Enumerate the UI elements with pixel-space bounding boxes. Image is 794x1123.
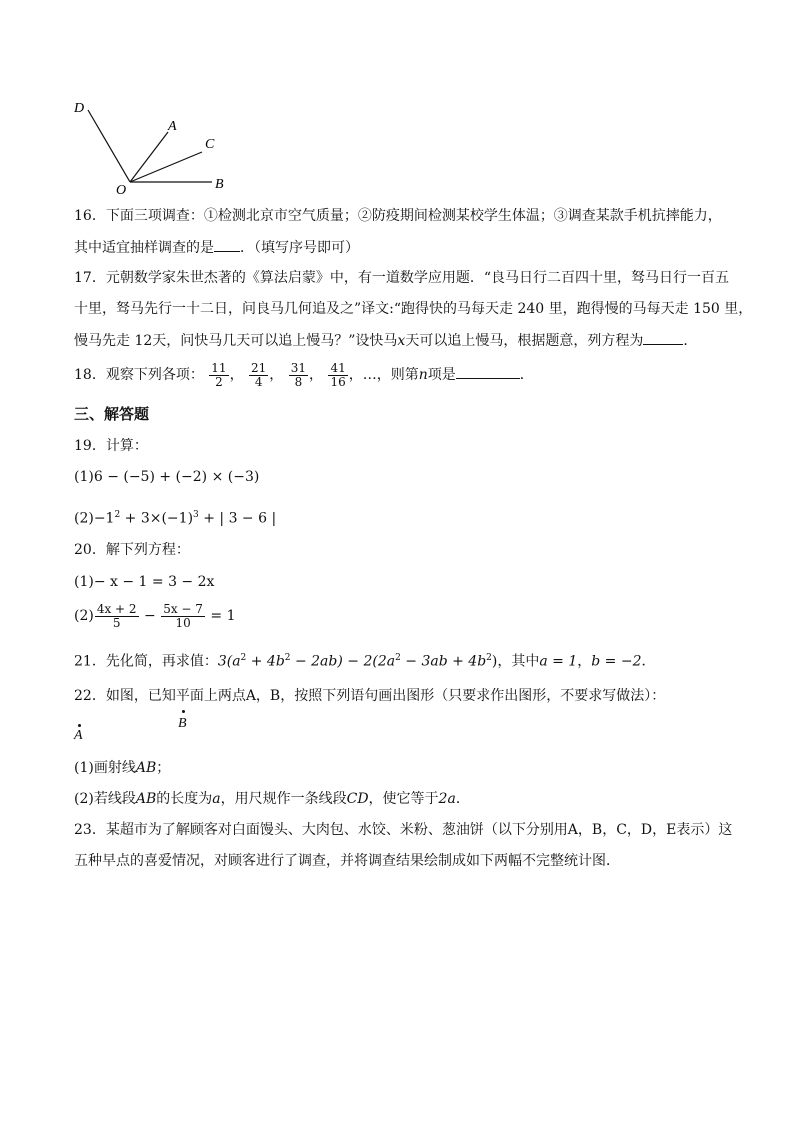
q21-prefix: 21．先化简，再求值： [74, 653, 218, 670]
q21-sup2: 2 [284, 653, 291, 663]
q18-frac-2 [249, 362, 268, 389]
q21-sup1: 2 [240, 653, 247, 663]
q22-p2-a: (2)若线段 [74, 791, 136, 807]
frac-den: 8 [294, 374, 303, 389]
frac-den: 2 [215, 374, 223, 389]
label-o: O [116, 183, 127, 196]
label-a: A [168, 119, 177, 134]
label-b: B [215, 177, 224, 192]
q22-p2-v4: 2a [438, 791, 456, 807]
q22-p1-b: ； [156, 760, 171, 776]
q22-p2-e: ． [455, 791, 470, 807]
q21-expr-d: − 3ab + 4b [400, 653, 487, 670]
frac-den: 5 [112, 615, 121, 630]
frac-den: 10 [175, 615, 191, 630]
q17-line3 [74, 330, 697, 351]
q22-p2-d: ，使它等于 [368, 791, 439, 807]
q20-p2-label: (2) [74, 608, 94, 624]
q21-cond-a: a = 1 [539, 653, 578, 670]
q18-var-n: n [418, 367, 428, 383]
q21-expr-b: + 4b [246, 653, 285, 670]
frac-num: 21 [251, 360, 267, 375]
q21-sup4: 2 [486, 653, 492, 663]
q17-answer-blank [643, 330, 683, 345]
q20-title: 20．解下列方程： [74, 542, 190, 558]
q18-end: ． [519, 367, 534, 383]
q22-p2-v3: CD [346, 791, 369, 807]
q17-text-b: 天可以追上慢马，根据题意，列方程为 [405, 333, 644, 349]
q19-p2-c: + | 3 − 6 | [198, 510, 277, 527]
q20-part2 [74, 600, 236, 632]
point-b-label: B [178, 716, 187, 731]
q22-part1 [74, 758, 170, 778]
q21-expr-c: − 2ab) − 2(2a [290, 653, 396, 670]
frac-num: 4x + 2 [96, 601, 137, 616]
q20-eq: = 1 [210, 608, 236, 624]
q18-prefix: 18．观察下列各项： [74, 367, 204, 383]
q16-text-b: ．（填写序号即可） [240, 240, 359, 256]
q19-part1: (1)6 − (−5) + (−2) × (−3) [74, 469, 260, 485]
point-b-dot [182, 710, 185, 713]
q18-sep: ， [309, 367, 324, 383]
q20-frac-1 [95, 603, 139, 630]
frac-num: 11 [211, 360, 227, 375]
q22-line1: 22．如图，已知平面上两点A，B，按照下列语句画出图形（只要求作出图形，不要求写做法）： [74, 688, 666, 704]
q20-part1: (1)− x − 1 = 3 − 2x [74, 574, 215, 590]
q17-text-a: 慢马先走 12天，问快马几天可以追上慢马？”设快马 [74, 333, 398, 349]
q22-p2-v2: a [212, 791, 221, 807]
q19-title: 19．计算： [74, 438, 148, 454]
q22-p1-a: (1)画射线 [74, 760, 136, 776]
q19-p2-sup2: 3 [193, 510, 199, 520]
q18-ellipsis: ，…，则第 [348, 367, 419, 383]
q23-line1: 23．某超市为了解顾客对白面馒头、大肉包、水饺、米粉、葱油饼（以下分别用A，B，C，D，E表示）这 [74, 822, 733, 838]
label-d: D [74, 101, 85, 116]
frac-den: 16 [330, 374, 346, 389]
q16-answer-blank [214, 237, 240, 252]
ray-od [88, 110, 130, 182]
q19-part2 [74, 505, 276, 529]
label-c: C [205, 137, 215, 152]
point-a-dot [78, 724, 81, 727]
q20-frac-2 [161, 603, 205, 630]
q19-p2-sup1: 2 [114, 510, 121, 520]
q22-p1-var: AB [135, 760, 157, 776]
q17-line1: 17．元朝数学家朱世杰著的《算法启蒙》中，有一道数学应用题．“良马日行二百四十里，驽马日行一百五 [74, 270, 729, 286]
frac-den: 4 [254, 374, 263, 389]
q22-p2-c: ，用尺规作一条线段 [220, 791, 347, 807]
q16-text-a: 其中适宜抽样调查的是 [74, 240, 214, 256]
q21-cond-b: b = −2 [591, 653, 642, 670]
q17-end: ． [683, 333, 698, 349]
q17-var-x: x [397, 333, 406, 349]
q18-suffix: 项是 [427, 367, 456, 383]
q16-line1: 16．下面三项调查：①检测北京市空气质量；②防疫期间检测某校学生体温；③调查某款手机抗摔能力， [74, 208, 722, 224]
q22-part2 [74, 789, 470, 809]
frac-num: 5x − 7 [163, 601, 203, 616]
q21-expr-e: )，其中 [491, 653, 540, 670]
q22-p2-v1: AB [135, 791, 157, 807]
q21-line [74, 648, 656, 672]
q18-sep: ， [229, 367, 244, 383]
q21-sup3: 2 [395, 653, 401, 663]
frac-num: 41 [330, 360, 346, 375]
frac-num: 31 [290, 360, 307, 375]
q16-line2 [74, 237, 359, 258]
q21-cond-sep: ， [577, 653, 592, 670]
angle-figure [70, 96, 240, 196]
q23-line2: 五种早点的喜爱情况，对顾客进行了调查，并将调查结果绘制成如下两幅不完整统计图． [74, 853, 620, 869]
q17-line2: 十里，驽马先行一十二日，问良马几何追及之”译文:“跑得快的马每天走 240 里，跑得慢的马每天走 150 里， [74, 301, 753, 317]
q21-expr-a: 3(a [217, 653, 241, 670]
q18-sep: ， [269, 367, 284, 383]
q19-p2-a: (2)−1 [74, 510, 115, 527]
q18-frac-4 [328, 362, 347, 389]
q18-frac-1 [209, 362, 228, 389]
q18-line [74, 360, 534, 390]
q20-minus: − [144, 608, 156, 624]
point-a-label: A [74, 728, 83, 743]
q19-p2-b: + 3×(−1) [120, 510, 194, 527]
q18-answer-blank [456, 364, 520, 379]
q18-frac-3 [289, 362, 308, 389]
q22-p2-b: 的长度为 [156, 791, 213, 807]
section-3-title: 三、解答题 [74, 405, 150, 423]
q21-end: ． [641, 653, 656, 670]
